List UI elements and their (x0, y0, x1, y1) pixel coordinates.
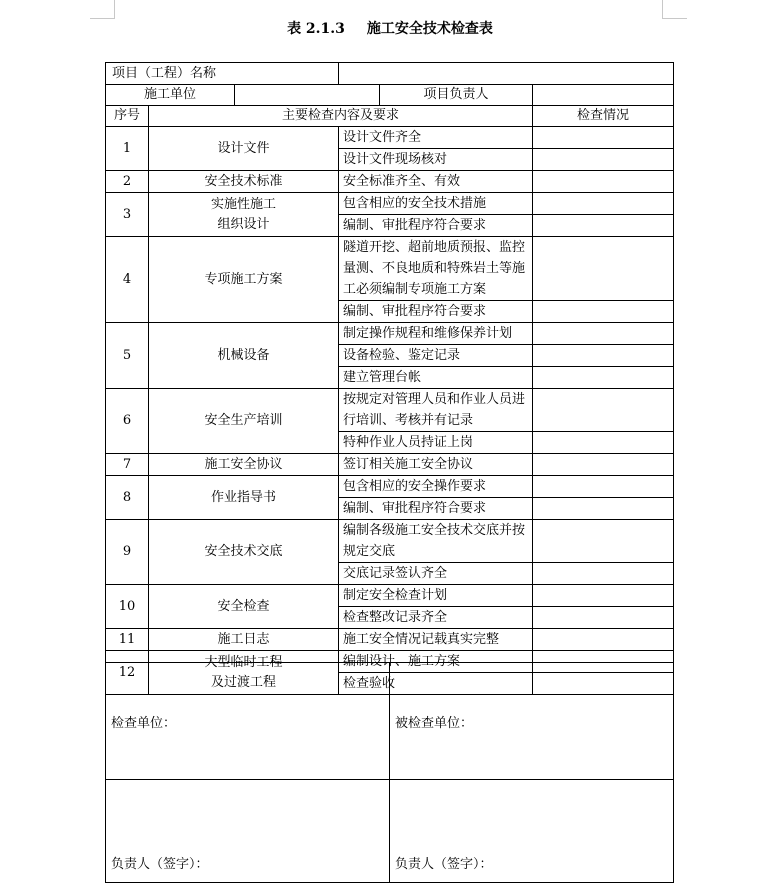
table-row (106, 237, 674, 301)
row-status-cell[interactable] (533, 389, 674, 432)
row-status-cell[interactable] (533, 345, 674, 367)
project-name-value[interactable] (339, 63, 674, 85)
row-item: 安全技术交底 (149, 520, 339, 585)
row-requirement: 编制、审批程序符合要求 (339, 498, 533, 520)
signature-table (105, 662, 674, 883)
column-header-status: 检查情况 (533, 106, 674, 127)
construction-unit-label: 施工单位 (106, 85, 235, 106)
row-status-cell[interactable] (533, 563, 674, 585)
row-status-cell[interactable] (533, 323, 674, 345)
row-status-cell[interactable] (533, 607, 674, 629)
row-requirement: 检查验收 (339, 673, 533, 695)
row-status-cell[interactable] (533, 629, 674, 651)
table-number: 表 2.1.3 (287, 21, 345, 37)
project-name-row (106, 63, 674, 85)
responsible-right-cell[interactable] (390, 780, 674, 883)
table-row (106, 127, 674, 149)
row-status-cell[interactable] (533, 520, 674, 563)
inspecting-unit-label: 检查单位： (111, 715, 177, 731)
row-item: 安全技术标准 (149, 171, 339, 193)
row-requirement: 特种作业人员持证上岗 (339, 432, 533, 454)
row-item: 机械设备 (149, 323, 339, 389)
responsible-left-cell[interactable] (106, 780, 390, 883)
row-seq: 11 (106, 629, 149, 651)
table-row (106, 323, 674, 345)
inspected-unit-label: 被检查单位： (395, 715, 474, 731)
row-status-cell[interactable] (533, 215, 674, 237)
row-item: 安全检查 (149, 585, 339, 629)
row-requirement: 制定安全检查计划 (339, 585, 533, 607)
row-item: 施工日志 (149, 629, 339, 651)
row-seq: 2 (106, 171, 149, 193)
row-status-cell[interactable] (533, 498, 674, 520)
row-requirement: 设计文件齐全 (339, 127, 533, 149)
row-status-cell[interactable] (533, 367, 674, 389)
table-row (106, 454, 674, 476)
row-seq: 4 (106, 237, 149, 323)
inspection-table (105, 62, 674, 695)
row-seq: 12 (106, 651, 149, 695)
row-seq: 10 (106, 585, 149, 629)
table-row (106, 476, 674, 498)
row-requirement: 按规定对管理人员和作业人员进行培训、考核并有记录 (339, 389, 533, 432)
table-row (106, 193, 674, 215)
column-header-seq: 序号 (106, 106, 149, 127)
table-name: 施工安全技术检查表 (366, 21, 493, 37)
inspection-rows (106, 127, 674, 695)
column-header-content: 主要检查内容及要求 (149, 106, 533, 127)
row-seq: 8 (106, 476, 149, 520)
row-item: 设计文件 (149, 127, 339, 171)
row-requirement: 编制设计、施工方案 (339, 651, 533, 673)
column-header-row (106, 106, 674, 127)
row-requirement: 签订相关施工安全协议 (339, 454, 533, 476)
page-corner-mark-left (90, 0, 115, 19)
inspected-unit-cell[interactable] (390, 663, 674, 780)
row-status-cell[interactable] (533, 237, 674, 301)
row-requirement: 制定操作规程和维修保养计划 (339, 323, 533, 345)
row-requirement: 编制各级施工安全技术交底并按规定交底 (339, 520, 533, 563)
table-row (106, 520, 674, 563)
construction-unit-value[interactable] (235, 85, 380, 106)
inspecting-unit-cell[interactable] (106, 663, 390, 780)
responsible-signature-right-label: 负责人（签字）： (395, 857, 493, 872)
row-requirement: 检查整改记录齐全 (339, 607, 533, 629)
row-requirement: 设备检验、鉴定记录 (339, 345, 533, 367)
row-status-cell[interactable] (533, 171, 674, 193)
row-status-cell[interactable] (533, 432, 674, 454)
row-requirement: 安全标准齐全、有效 (339, 171, 533, 193)
row-requirement: 建立管理台帐 (339, 367, 533, 389)
row-item: 作业指导书 (149, 476, 339, 520)
row-status-cell[interactable] (533, 149, 674, 171)
row-item: 大型临时工程 及过渡工程 (149, 651, 339, 695)
row-requirement: 编制、审批程序符合要求 (339, 301, 533, 323)
row-seq: 3 (106, 193, 149, 237)
row-item: 施工安全协议 (149, 454, 339, 476)
table-title (0, 18, 780, 38)
row-seq: 5 (106, 323, 149, 389)
row-status-cell[interactable] (533, 301, 674, 323)
row-seq: 6 (106, 389, 149, 454)
row-status-cell[interactable] (533, 476, 674, 498)
row-seq: 9 (106, 520, 149, 585)
row-status-cell[interactable] (533, 193, 674, 215)
row-requirement: 施工安全情况记载真实完整 (339, 629, 533, 651)
table-row (106, 389, 674, 432)
row-item: 实施性施工 组织设计 (149, 193, 339, 237)
row-seq: 1 (106, 127, 149, 171)
row-seq: 7 (106, 454, 149, 476)
row-requirement: 包含相应的安全操作要求 (339, 476, 533, 498)
row-requirement: 隧道开挖、超前地质预报、监控量测、不良地质和特殊岩土等施工必须编制专项施工方案 (339, 237, 533, 301)
table-row (106, 585, 674, 607)
row-requirement: 交底记录签认齐全 (339, 563, 533, 585)
page-corner-mark-right (662, 0, 687, 19)
row-requirement: 编制、审批程序符合要求 (339, 215, 533, 237)
row-item: 专项施工方案 (149, 237, 339, 323)
project-manager-value[interactable] (533, 85, 674, 106)
responsible-signature-left-label: 负责人（签字）： (111, 857, 209, 872)
row-status-cell[interactable] (533, 127, 674, 149)
row-status-cell[interactable] (533, 585, 674, 607)
table-row (106, 171, 674, 193)
row-requirement: 包含相应的安全技术措施 (339, 193, 533, 215)
construction-unit-row (106, 85, 674, 106)
row-status-cell[interactable] (533, 454, 674, 476)
table-row (106, 629, 674, 651)
row-item: 安全生产培训 (149, 389, 339, 454)
project-name-label: 项目（工程）名称 (106, 63, 339, 85)
project-manager-label: 项目负责人 (380, 85, 533, 106)
row-requirement: 设计文件现场核对 (339, 149, 533, 171)
